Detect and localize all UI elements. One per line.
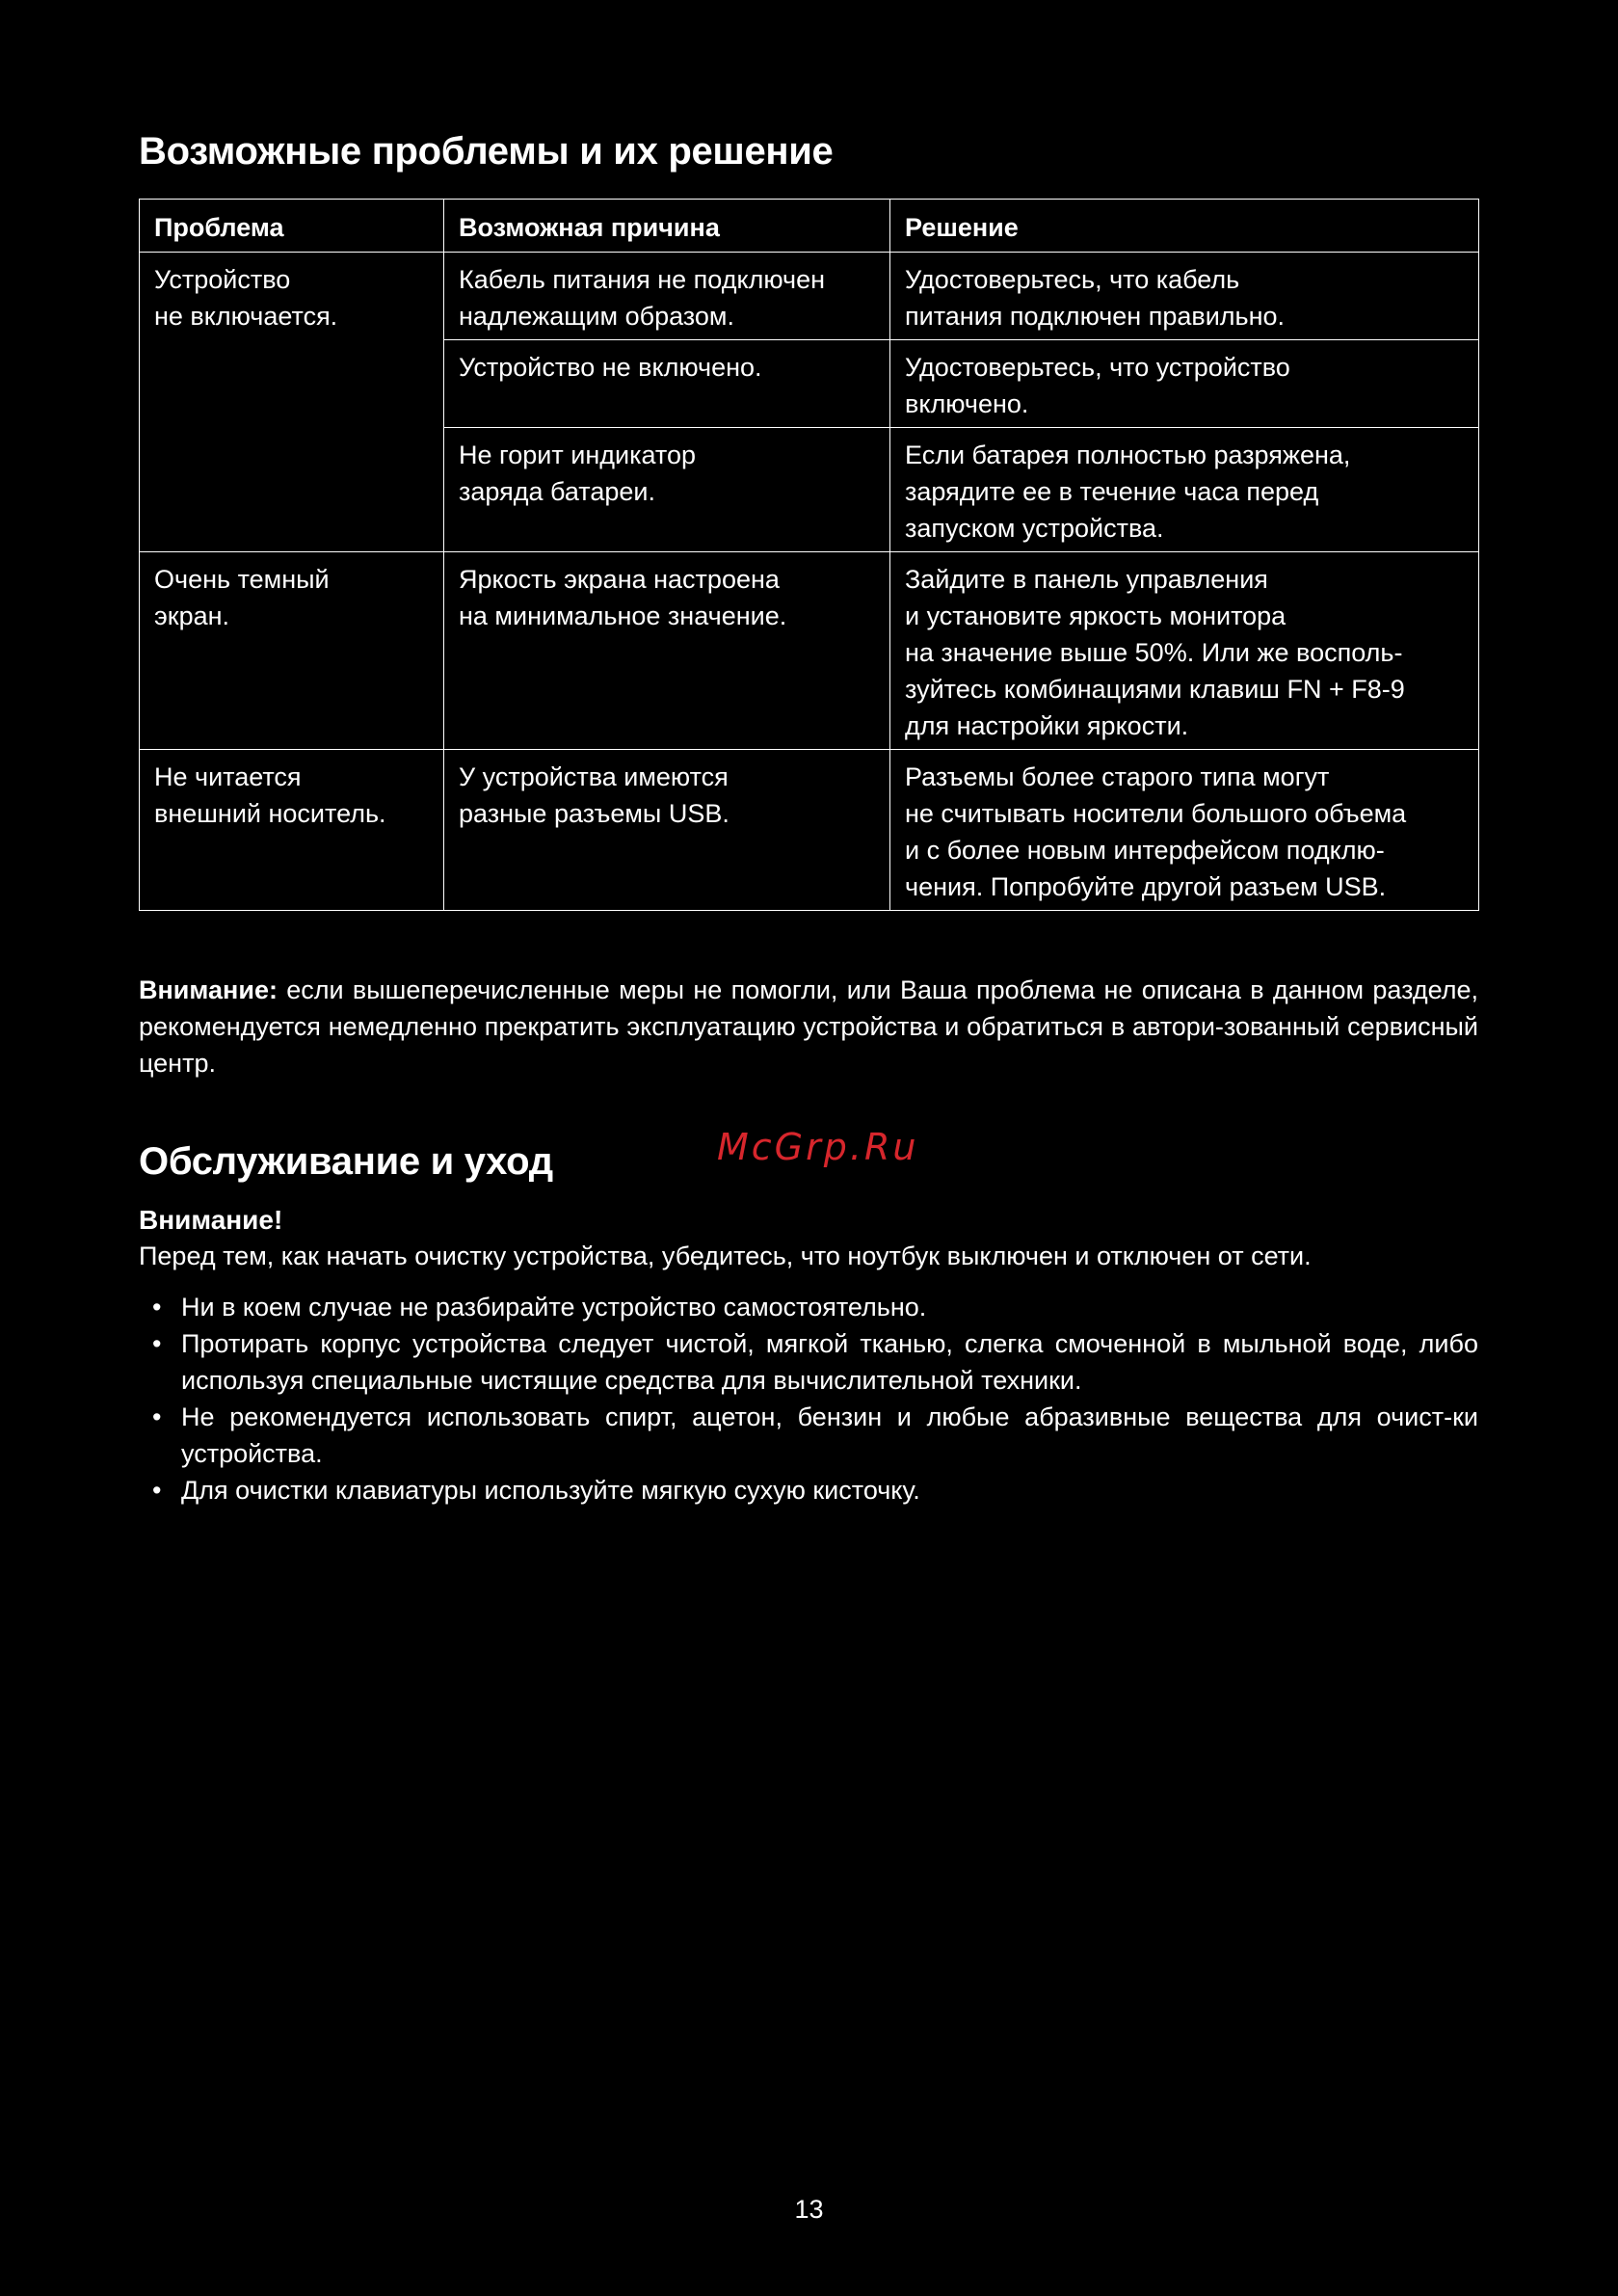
list-item xyxy=(139,1289,1478,1325)
list-item xyxy=(139,1472,1478,1508)
attention-note-text: если вышеперечисленные меры не помогли, или Ваша проблема не описана в данном разделе, рекомендуется немедленно прекратить эксплуатацию устройства и обратиться в автори-зованный сервисный центр. xyxy=(139,975,1478,1078)
section-title-maintenance: Обслуживание и уход xyxy=(139,1140,553,1183)
attention-note-label: Внимание: xyxy=(139,975,278,1004)
list-item-text: Не рекомендуется использовать спирт, ацетон, бензин и любые абразивные вещества для очист-ки устройства. xyxy=(181,1402,1478,1468)
watermark: McGrp.Ru xyxy=(717,1126,919,1168)
page-number: 13 xyxy=(794,2195,824,2224)
list-item xyxy=(139,1325,1478,1399)
table-row xyxy=(140,750,1479,911)
table-header-row xyxy=(140,200,1479,253)
bullet-icon: • xyxy=(152,1329,162,1358)
list-item-text: Протирать корпус устройства следует чистой, мягкой тканью, слегка смоченной в мыльной воде, либо используя специальные чистящие средства для вычислительной техники. xyxy=(181,1329,1478,1395)
troubleshooting-table xyxy=(139,199,1479,911)
bullet-icon: • xyxy=(152,1293,162,1322)
solution-cell: Разъемы более старого типа могут не считывать носители большого объема и с более новым интерфейсом подклю- чения. Попробуйте другой разъем USB. xyxy=(890,750,1479,911)
care-list xyxy=(139,1289,1478,1508)
list-item-text: Для очистки клавиатуры используйте мягкую сухую кисточку. xyxy=(181,1476,920,1505)
column-header-solution: Решение xyxy=(890,200,1479,253)
problem-cell: Очень темный экран. xyxy=(140,552,444,750)
bullet-icon: • xyxy=(152,1402,162,1431)
bullet-icon: • xyxy=(152,1476,162,1505)
solution-cell: Если батарея полностью разряжена, зарядите ее в течение часа перед запуском устройства. xyxy=(890,428,1479,552)
problem-cell: Не читается внешний носитель. xyxy=(140,750,444,911)
solution-cell: Удостоверьтесь, что кабель питания подключен правильно. xyxy=(890,253,1479,340)
list-item xyxy=(139,1399,1478,1472)
column-header-problem: Проблема xyxy=(140,200,444,253)
cause-cell: Кабель питания не подключен надлежащим образом. xyxy=(444,253,890,340)
care-warning-title: Внимание! xyxy=(139,1205,283,1235)
problem-cell: Устройство не включается. xyxy=(140,253,444,552)
column-header-cause: Возможная причина xyxy=(444,200,890,253)
cause-cell: Устройство не включено. xyxy=(444,340,890,428)
cause-cell: Яркость экрана настроена на минимальное значение. xyxy=(444,552,890,750)
table-row xyxy=(140,253,1479,340)
list-item-text: Ни в коем случае не разбирайте устройство самостоятельно. xyxy=(181,1293,927,1322)
solution-cell: Удостоверьтесь, что устройство включено. xyxy=(890,340,1479,428)
table-row xyxy=(140,552,1479,750)
cause-cell: Не горит индикатор заряда батареи. xyxy=(444,428,890,552)
solution-cell: Зайдите в панель управления и установите яркость монитора на значение выше 50%. Или же восполь- зуйтесь комбинациями клавиш FN + F8-9 для настройки яркости. xyxy=(890,552,1479,750)
cause-cell: У устройства имеются разные разъемы USB. xyxy=(444,750,890,911)
care-warning-text: Перед тем, как начать очистку устройства, убедитесь, что ноутбук выключен и отключен от сети. xyxy=(139,1241,1312,1270)
attention-note xyxy=(139,972,1478,1081)
section-title-troubleshooting: Возможные проблемы и их решение xyxy=(139,130,834,173)
